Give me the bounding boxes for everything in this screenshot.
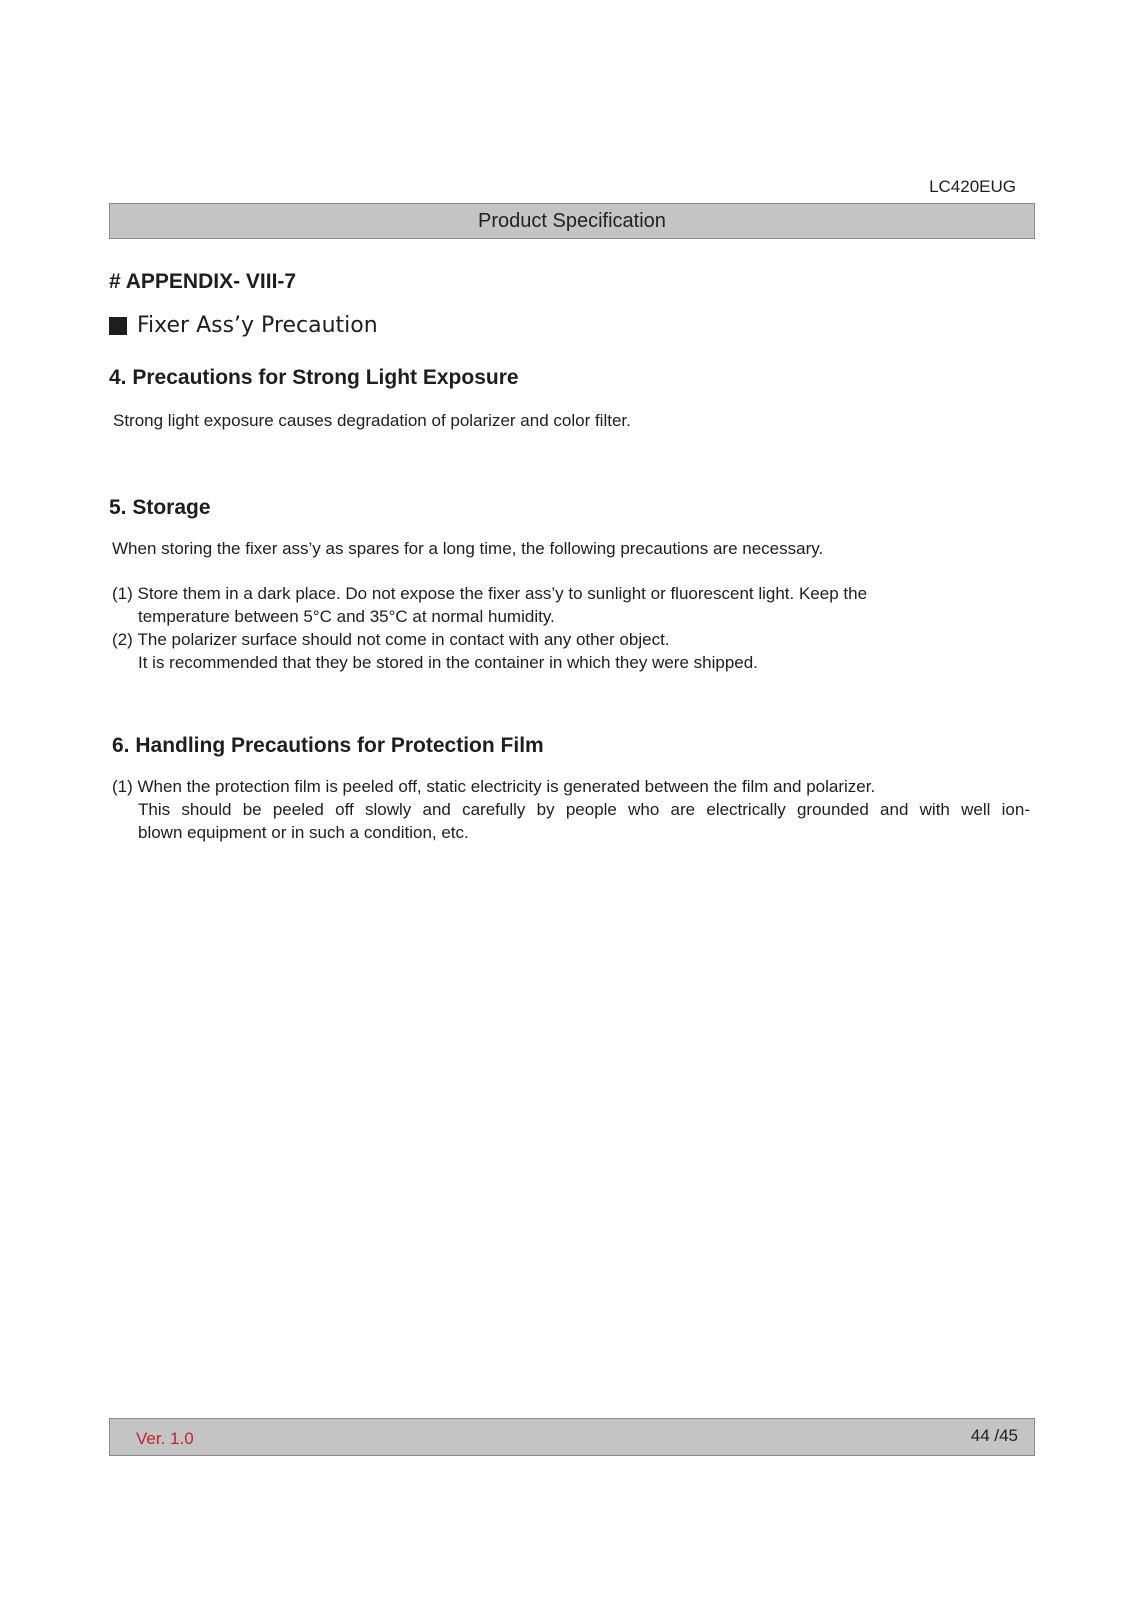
square-bullet-icon	[109, 317, 127, 335]
section-5-list	[112, 582, 1022, 674]
list-item	[112, 582, 1022, 605]
section-6-list	[112, 775, 1030, 844]
list-item	[112, 628, 1022, 651]
item-text: Store them in a dark place. Do not expose the fixer ass’y to sunlight or fluorescent light. Keep the	[137, 584, 868, 603]
subtitle	[109, 313, 378, 338]
subtitle-text: Fixer Ass’y Precaution	[137, 313, 378, 338]
item-continuation: blown equipment or in such a condition, etc.	[138, 823, 469, 842]
item-continuation: It is recommended that they be stored in the container in which they were shipped.	[138, 653, 758, 672]
item-continuation: This should be peeled off slowly and carefully by people who are electrically grounded and with well ion-	[138, 800, 1030, 819]
section-4-text: Strong light exposure causes degradation of polarizer and color filter.	[113, 411, 631, 430]
item-number: (1)	[112, 584, 133, 603]
page-number: 44 /45	[970, 1426, 1018, 1445]
footer-bar	[109, 1418, 1035, 1456]
list-item	[112, 775, 1030, 798]
section-5-heading: 5. Storage	[109, 496, 211, 519]
appendix-title: # APPENDIX- VIII-7	[109, 270, 297, 293]
item-number: (1)	[112, 777, 133, 796]
section-4-heading: 4. Precautions for Strong Light Exposure	[109, 366, 519, 389]
header-title: Product Specification	[478, 209, 666, 232]
item-text: When the protection film is peeled off, static electricity is generated between the film and polarizer.	[137, 777, 876, 796]
section-6-heading: 6. Handling Precautions for Protection Film	[112, 734, 544, 757]
item-text: The polarizer surface should not come in contact with any other object.	[137, 630, 670, 649]
section-5-intro: When storing the fixer ass’y as spares for a long time, the following precautions are necessary.	[112, 539, 824, 558]
item-number: (2)	[112, 630, 133, 649]
version-label: Ver. 1.0	[136, 1429, 194, 1448]
item-continuation: temperature between 5°C and 35°C at normal humidity.	[138, 607, 555, 626]
header-bar	[109, 203, 1035, 239]
model-number: LC420EUG	[929, 177, 1016, 196]
